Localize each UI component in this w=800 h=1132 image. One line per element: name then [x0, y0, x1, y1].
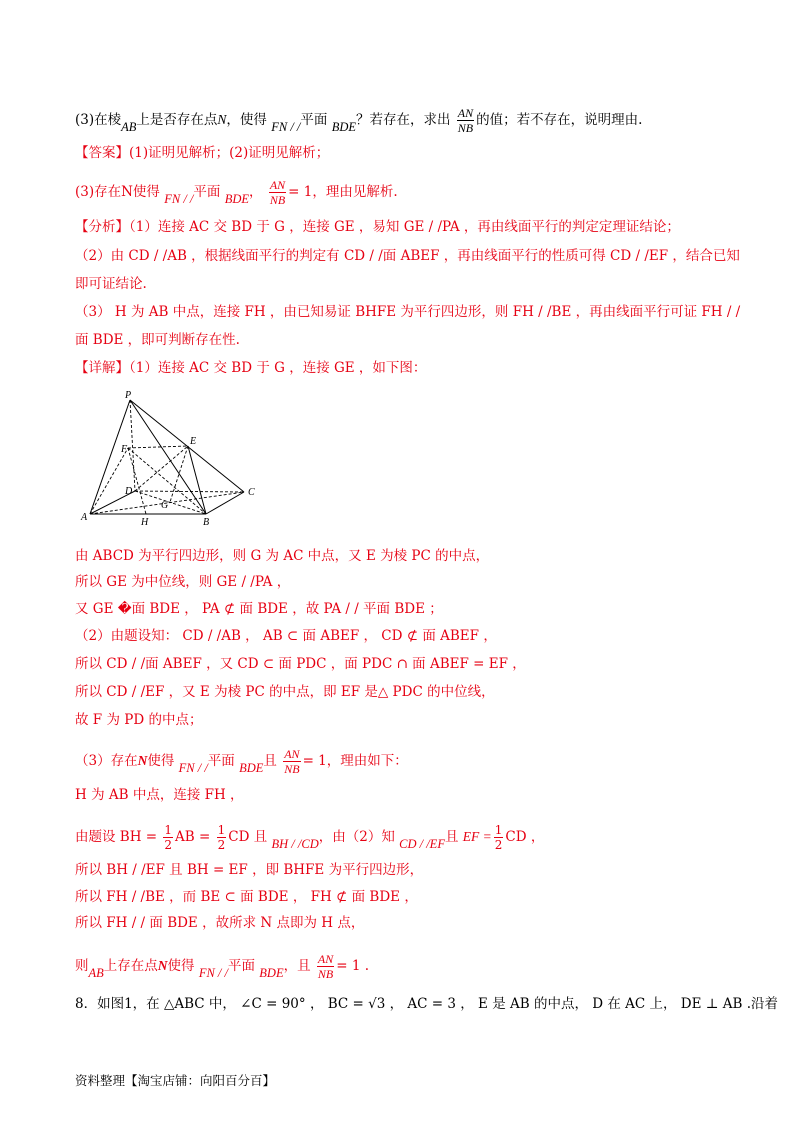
seg-fh [128, 448, 146, 514]
proof3-line-3: 由题设 BH = $\frac{1}{2}$ AB = $\frac{1}{2}$ CD 且 BH / /CD，由（2）知 CD / /EF且 EF = $\frac{1}{2}$ CD ， [75, 823, 545, 852]
fraction-an-nb: $\frac{AN}{NB}$ [457, 106, 474, 135]
proof3-line-1: （3）存在N使得 FN / /平面 BDE且 $\frac{AN}{NB}$ = 1，理由如下： [75, 747, 408, 776]
label-h: H [141, 517, 149, 528]
label-e: E [190, 436, 197, 447]
proof-line-5: 所以 CD / /面 ABEF ，又 CD ⊂ 面 PDC ，面 PDC ∩ 面 ABEF = EF ， [75, 656, 526, 672]
footer-text: 资料整理【淘宝店铺：向阳百分百】 [75, 1073, 276, 1088]
edge-dc [135, 491, 244, 492]
proof-line-3: 又 GE �面 BDE ， PA ⊄ 面 BDE ，故 PA / / 平面 BDE ； [75, 601, 443, 617]
label-g: G [161, 500, 169, 511]
label-d: D [125, 486, 133, 497]
edge-bc [206, 492, 244, 514]
seg-de [135, 446, 188, 491]
detail-label: 【详解】 [75, 360, 129, 376]
pyramid-figure [78, 388, 268, 528]
analysis-line-5: 面 BDE ，即可判断存在性. [75, 332, 240, 348]
analysis-line-2: （2）由 CD / /AB ，根据线面平行的判定有 CD / /面 ABEF ，再由线面平行的性质可得 CD / /EF ，结合已知 [75, 248, 740, 264]
proof-line-4: （2）由题设知： CD / /AB ， AB ⊂ 面 ABEF ， CD ⊄ 面 ABEF ， [75, 628, 497, 644]
label-c: C [248, 487, 255, 498]
proof-line-2: 所以 GE 为中位线，则 GE / /PA ， [75, 574, 291, 590]
proof3-line-6: 所以 FH / / 面 BDE ，故所求 N 点即为 H 点， [75, 915, 365, 931]
analysis-line-1: 【分析】（1）连接 AC 交 BD 于 G ，连接 GE ，易知 GE / /PA ，再由线面平行的判定定理证结论； [75, 219, 680, 235]
proof3-line-4: 所以 BH / /EF 且 BH = EF ，即 BHFE 为平行四边形， [75, 862, 424, 878]
detail-line-1: 【详解】（1）连接 AC 交 BD 于 G ，连接 GE ，如下图： [75, 360, 427, 376]
answer-3-line: (3)存在N使得 FN / /平面 BDE， $\frac{AN}{NB}$ = 1，理由见解析. [75, 178, 398, 207]
answer-label: 【答案】 [75, 145, 129, 161]
analysis-line-4: （3） H 为 AB 中点，连接 FH ，由已知易证 BHFE 为平行四边形，则 FH / /BE ，再由线面平行可证 FH / / [75, 304, 741, 320]
label-p: P [125, 390, 132, 401]
diag-bd [135, 491, 206, 514]
question-8-line: 8．如图1，在 △ABC 中， ∠C = 90° ， BC = √3 ， AC = 3 ， E 是 AB 的中点， D 在 AC 上， DE ⊥ AB .沿着 [75, 996, 779, 1012]
proof-line-6: 所以 CD / /EF ，又 E 为棱 PC 的中点，即 EF 是△ PDC 的中位线， [75, 684, 495, 700]
label-a: A [81, 512, 88, 523]
analysis-line-3: 即可证结论. [75, 276, 147, 292]
edge-pd [130, 400, 135, 491]
analysis-label: 【分析】 [75, 219, 129, 235]
question-3-line: (3)在棱AB上是否存在点N，使得 FN / /平面 BDE？若存在，求出 $\frac{AN}{NB}$ 的值；若不存在，说明理由. [75, 106, 643, 135]
seg-fe [128, 446, 188, 448]
pyramid-diagram [78, 388, 268, 528]
proof3-line-7: 则AB上存在点N使得 FN / /平面 BDE，且 $\frac{AN}{NB}$ = 1 . [75, 952, 370, 981]
edge-pc [130, 400, 244, 492]
proof3-line-2: H 为 AB 中点，连接 FH ， [75, 787, 244, 803]
answer-line: 【答案】(1)证明见解析；(2)证明见解析； [75, 145, 330, 161]
edge-be [188, 446, 206, 514]
proof-line-7: 故 F 为 PD 的中点； [75, 712, 203, 728]
label-f: F [121, 444, 128, 455]
proof3-line-5: 所以 FH / /BE ，而 BE ⊂ 面 BDE ， FH ⊄ 面 BDE ， [75, 889, 418, 905]
label-b: B [203, 517, 210, 528]
proof-line-1: 由 ABCD 为平行四边形，则 G 为 AC 中点，又 E 为棱 PC 的中点， [75, 548, 490, 564]
